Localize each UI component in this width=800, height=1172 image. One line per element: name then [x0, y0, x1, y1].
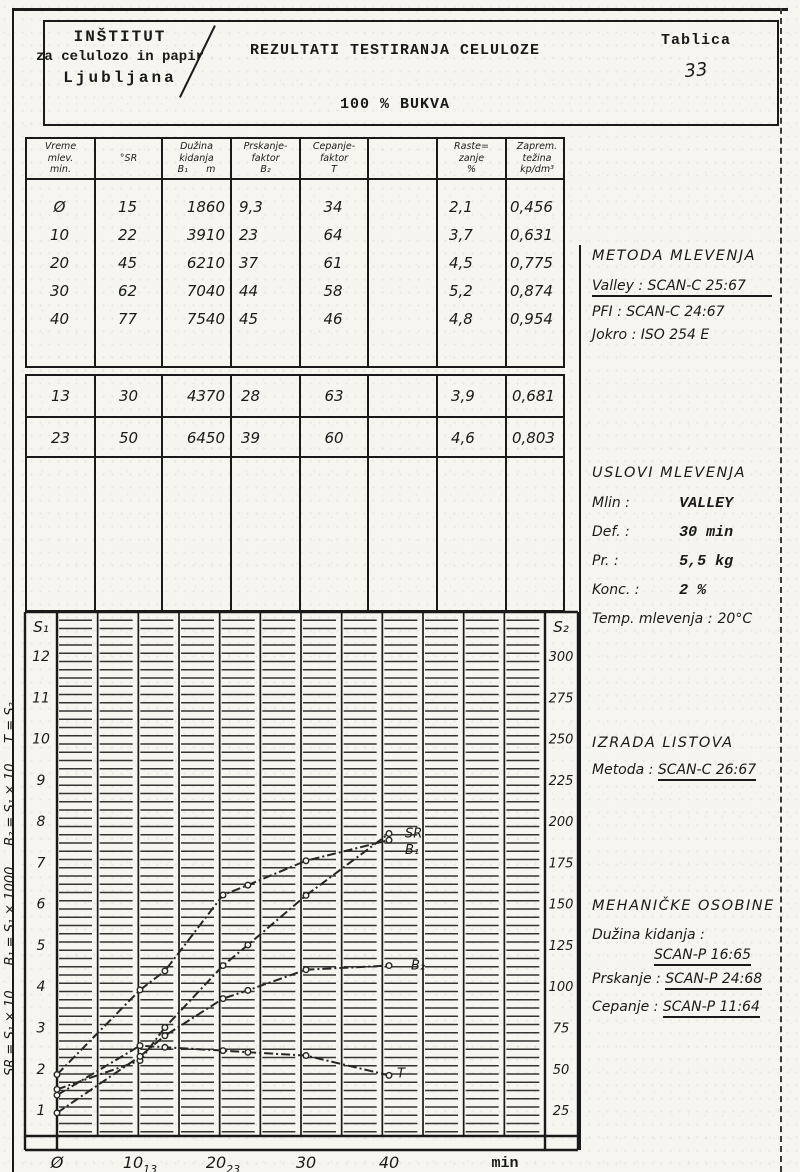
- table-header-line: Prskanje-: [243, 141, 288, 153]
- s2-tick-label: 25: [552, 1104, 570, 1120]
- data-point: [386, 837, 392, 843]
- data-point: [386, 1073, 392, 1079]
- table-cell: 46: [323, 310, 343, 328]
- s2-tick-label: 50: [552, 1062, 570, 1078]
- table-cell: 30: [49, 282, 70, 300]
- table-cell: 64: [323, 226, 343, 244]
- table-cell: 13: [27, 376, 96, 416]
- table-column-rule: [96, 458, 163, 610]
- x-tick-label: $20_{23}$: [205, 1153, 241, 1172]
- table-cell: 23: [27, 418, 96, 456]
- table-cell: [369, 418, 438, 456]
- table-cell: 34: [323, 198, 343, 216]
- table-cell: [367, 193, 436, 221]
- table-cell: 40: [49, 310, 70, 328]
- table-cell: 0,456: [510, 198, 553, 216]
- table-cell: 4,8: [449, 310, 473, 328]
- table-header-line: kidanja: [179, 152, 214, 164]
- konc-value: 2 %: [679, 582, 707, 599]
- data-point: [220, 892, 226, 898]
- s2-tick-label: 150: [548, 897, 574, 913]
- milling-conditions-note: [592, 465, 777, 627]
- grid-layer: [59, 612, 545, 1136]
- table-cell: 10: [49, 226, 70, 244]
- table-column-rule: [369, 458, 438, 610]
- sheet-making-title: IZRADA LISTOVA: [592, 735, 734, 751]
- s1-tick-label: 12: [32, 649, 50, 666]
- data-point: [245, 942, 251, 948]
- s2-tick-label: 125: [548, 938, 574, 954]
- table-cell: 39: [232, 418, 301, 456]
- s2-tick-label: 275: [548, 691, 574, 707]
- s1-tick-label: 3: [36, 1020, 46, 1037]
- table-header-line: faktor: [251, 152, 280, 164]
- data-point: [137, 987, 143, 993]
- report-title: REZULTATI TESTIRANJA CELULOZE: [249, 42, 541, 59]
- milling-conditions-row: [592, 550, 777, 570]
- x-axis-unit-label: min: [491, 1155, 519, 1172]
- table-cell: 6210: [186, 254, 225, 272]
- table-cell: 0,775: [510, 254, 553, 272]
- milling-method-pfi: PFI : SCAN-C 24:67: [592, 304, 725, 320]
- table-row: [25, 277, 565, 305]
- table-header-line: Raste=: [454, 141, 489, 153]
- curve-B₂: [54, 959, 425, 1116]
- beating-curves-chart: [0, 605, 800, 1172]
- data-point: [386, 963, 392, 969]
- burst-value: SCAN-P 24:68: [665, 971, 762, 990]
- institute-name: INŠTITUT: [73, 28, 167, 46]
- table-header-line: Zaprem.: [516, 141, 558, 153]
- table-header-line: kp/dm³: [520, 164, 554, 176]
- mill-label: Mlin :: [592, 495, 630, 511]
- milling-method-valley: Valley : SCAN-C 25:67: [592, 278, 772, 297]
- table-cell: 0,681: [512, 387, 555, 405]
- pr-label: Pr. :: [592, 553, 619, 569]
- data-point: [303, 1053, 309, 1059]
- table-header-line: °SR: [119, 152, 138, 164]
- data-point: [303, 893, 309, 899]
- table-cell: 0,954: [510, 310, 553, 328]
- milling-conditions-row: [592, 579, 777, 599]
- table-cell: 6450: [163, 418, 232, 456]
- table-row: [25, 193, 565, 221]
- table-cell: 3,7: [449, 226, 473, 244]
- s1-tick-label: 8: [36, 814, 46, 831]
- table-cell: 44: [239, 282, 259, 300]
- burst-label: Prskanje :: [592, 971, 661, 987]
- table-cell: 45: [239, 310, 259, 328]
- table-cell: 3910: [186, 226, 225, 244]
- table-column-rule: [507, 458, 567, 610]
- breaking-length-value: SCAN-P 16:65: [654, 947, 751, 966]
- data-point: [54, 1072, 60, 1078]
- konc-label: Konc. :: [592, 582, 640, 598]
- table-header-row: [25, 137, 565, 180]
- table-row: [25, 249, 565, 277]
- table-column-rule: [232, 458, 301, 610]
- curve-label-B₂: B₂: [411, 958, 426, 974]
- table-cell: [367, 305, 436, 333]
- table-cell: 58: [323, 282, 343, 300]
- s2-tick-label: 300: [548, 650, 574, 666]
- data-point: [220, 996, 226, 1002]
- table-cell: 5,2: [449, 282, 473, 300]
- temp-value: 20°C: [717, 611, 753, 627]
- table-header-cell: [369, 139, 438, 178]
- table-header-line: faktor: [319, 152, 349, 164]
- table-cell: 62: [117, 282, 138, 300]
- s1-tick-label: 7: [36, 855, 46, 872]
- table-header-line: Vreme: [44, 141, 77, 153]
- table-cell: 9,3: [239, 198, 263, 216]
- x-tick-label: 40: [378, 1153, 400, 1172]
- table-header-cell: [232, 139, 301, 178]
- data-point: [162, 968, 168, 974]
- table-header-cell: [163, 139, 232, 178]
- table-header-cell: [96, 139, 163, 178]
- table-cell: 4,6: [438, 418, 507, 456]
- table-cell: 61: [323, 254, 343, 272]
- s1-tick-label: 5: [36, 937, 46, 954]
- tear-value: SCAN-P 11:64: [663, 999, 760, 1018]
- table-header-line: min.: [50, 164, 71, 176]
- data-point: [162, 1033, 168, 1039]
- data-point: [303, 967, 309, 973]
- table-cell: 20: [49, 254, 70, 272]
- s1-tick-label: 11: [32, 690, 50, 707]
- s1-tick-label: 4: [36, 979, 46, 996]
- table-cell: 3,9: [438, 376, 507, 416]
- milling-method-title: METODA MLEVENJA: [592, 248, 757, 264]
- mechanical-properties-title: MEHANIČKE OSOBINE: [592, 898, 775, 914]
- s1-tick-label: 6: [36, 896, 46, 913]
- curve-T: [54, 1043, 406, 1098]
- table-cell: 2,1: [449, 198, 473, 216]
- x-tick-label: Ø: [50, 1153, 64, 1172]
- table-row: [25, 374, 565, 418]
- table-header-line: Dužina: [180, 141, 213, 153]
- table-header-line: težina: [522, 152, 552, 164]
- data-point: [137, 1054, 143, 1060]
- pr-value: 5,5 kg: [679, 553, 734, 570]
- table-header-line: Cepanje-: [312, 141, 356, 153]
- table-row: [25, 416, 565, 458]
- institute-city: Ljubljana: [63, 69, 177, 87]
- table-row: [25, 221, 565, 249]
- s1-tick-label: 9: [36, 772, 46, 789]
- table-cell: 60: [301, 418, 369, 456]
- s2-tick-label: 100: [548, 980, 574, 996]
- table-column-rule: [27, 458, 96, 610]
- institute-line2: za celulozo in papir: [35, 49, 205, 65]
- s2-tick-label: 75: [552, 1021, 570, 1037]
- table-cell: [367, 277, 436, 305]
- table-header-line: zanje: [458, 152, 485, 164]
- data-point: [245, 1049, 251, 1055]
- s1-tick-label: 1: [36, 1103, 46, 1120]
- table-cell: 37: [239, 254, 259, 272]
- tablica-label: Tablica: [660, 32, 731, 49]
- data-point: [245, 882, 251, 888]
- sheet-method-value: SCAN-C 26:67: [658, 762, 756, 781]
- table-cell: 28: [232, 376, 301, 416]
- s1-axis-title: S₁: [33, 618, 49, 636]
- milling-method-note: [592, 248, 772, 343]
- tablica-number: 33: [683, 58, 709, 83]
- empty-table-section: [25, 456, 565, 612]
- table-header-line: B₂: [260, 164, 271, 176]
- data-point: [303, 858, 309, 864]
- s1-tick-label: 2: [36, 1061, 46, 1078]
- data-point: [54, 1110, 60, 1116]
- milling-conditions-title: USLOVI MLEVENJA: [592, 465, 747, 481]
- s2-tick-label: 225: [548, 773, 574, 789]
- temp-label: Temp. mlevenja :: [592, 611, 713, 627]
- report-subtitle: 100 % BUKVA: [339, 96, 451, 113]
- table-cell: 7540: [186, 310, 225, 328]
- def-label: Def. :: [592, 524, 630, 540]
- table-cell: 1860: [186, 198, 225, 216]
- table-cell: [367, 221, 436, 249]
- x-tick-label: $10_{13}$: [122, 1153, 158, 1172]
- milling-conditions-row: [592, 492, 777, 512]
- institute-block: [25, 28, 215, 87]
- data-point: [54, 1092, 60, 1098]
- data-point: [162, 1044, 168, 1050]
- breaking-length-label: Dužina kidanja :: [592, 927, 705, 943]
- table-cell: 7040: [186, 282, 225, 300]
- results-table-rows: [25, 193, 565, 333]
- table-cell: 50: [96, 418, 163, 456]
- table-cell: 0,874: [510, 282, 553, 300]
- table-header-line: mlev.: [47, 152, 74, 164]
- table-row: [25, 305, 565, 333]
- milling-method-jokro: Jokro : ISO 254 E: [592, 327, 710, 343]
- table-header-line: %: [466, 164, 477, 176]
- table-cell: 45: [117, 254, 138, 272]
- table-cell: Ø: [53, 198, 66, 216]
- data-point: [220, 1048, 226, 1054]
- mill-value: VALLEY: [679, 495, 734, 512]
- curve-label-T: T: [397, 1066, 405, 1082]
- data-point: [386, 831, 392, 837]
- def-value: 30 min: [679, 524, 734, 541]
- data-point: [220, 963, 226, 969]
- table-header-cell: [301, 139, 369, 178]
- table-column-rule: [163, 458, 232, 610]
- table-cell: 30: [96, 376, 163, 416]
- s2-tick-label: 200: [548, 815, 574, 831]
- table-cell: 63: [301, 376, 369, 416]
- x-tick-label: 30: [295, 1153, 317, 1172]
- data-point: [54, 1087, 60, 1093]
- table-cell: [369, 376, 438, 416]
- table-header-cell: [438, 139, 507, 178]
- table-cell: 22: [117, 226, 138, 244]
- table-cell: 4,5: [449, 254, 473, 272]
- sheet-method-label: Metoda :: [592, 762, 654, 778]
- table-cell: 77: [117, 310, 138, 328]
- curve-label-SR: SR: [405, 826, 423, 842]
- table-cell: 15: [117, 198, 138, 216]
- s2-tick-label: 250: [548, 732, 574, 748]
- tear-label: Cepanje :: [592, 999, 659, 1015]
- page-border-top: [12, 8, 788, 11]
- table-column-rule: [301, 458, 369, 610]
- table-column-rule: [438, 458, 507, 610]
- data-point: [245, 988, 251, 994]
- table-header-line: B₁ m: [177, 164, 216, 176]
- data-point: [137, 1043, 143, 1049]
- scale-note: SR = S₁ × 10 B₁ = S₁ × 1000 B₂ = S₁ × 10 T = S₂: [3, 702, 18, 1076]
- s2-tick-label: 175: [548, 856, 574, 872]
- table-cell: 23: [239, 226, 259, 244]
- s2-axis-title: S₂: [553, 618, 569, 636]
- table-header-cell: [507, 139, 567, 178]
- curve-label-B₁: B₁: [405, 843, 420, 859]
- table-cell: 0,803: [512, 429, 555, 447]
- table-header-line: T: [331, 164, 337, 176]
- table-cell: [367, 249, 436, 277]
- table-cell: 0,631: [510, 226, 553, 244]
- data-point: [162, 1025, 168, 1031]
- table-cell: 4370: [163, 376, 232, 416]
- table-header-cell: [27, 139, 96, 178]
- milling-conditions-row: [592, 521, 777, 541]
- s1-tick-label: 10: [32, 731, 50, 748]
